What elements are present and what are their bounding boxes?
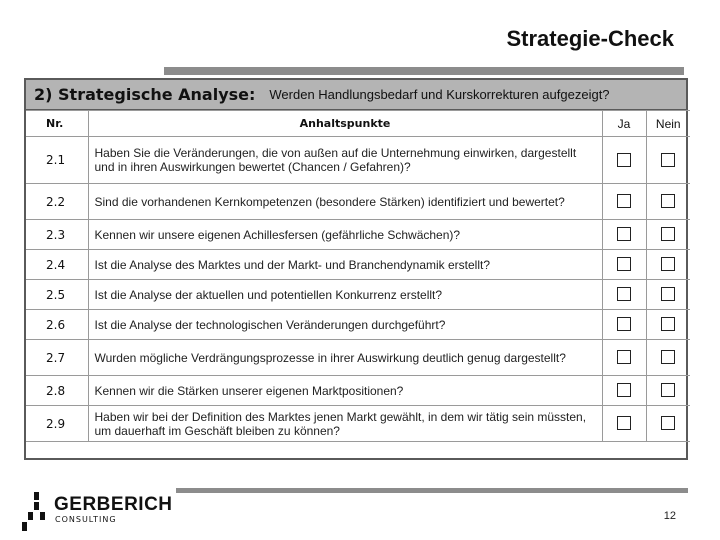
- table-row: [26, 250, 690, 280]
- nein-cell: [646, 184, 690, 220]
- nein-checkbox[interactable]: [661, 416, 675, 430]
- table-row: [26, 310, 690, 340]
- logo-name: GERBERICH: [54, 494, 173, 515]
- ja-checkbox[interactable]: [617, 350, 631, 364]
- table-row: [26, 220, 690, 250]
- ja-checkbox[interactable]: [617, 227, 631, 241]
- section-question: Werden Handlungsbedarf und Kurskorrekturen aufgezeigt?: [269, 87, 610, 102]
- table-row: [26, 137, 690, 184]
- table-row: [26, 280, 690, 310]
- ja-checkbox[interactable]: [617, 383, 631, 397]
- row-text: Ist die Analyse des Marktes und der Markt- und Branchendynamik erstellt?: [88, 250, 602, 280]
- footer-rule: [176, 488, 688, 493]
- ja-cell: [602, 220, 646, 250]
- row-text: Kennen wir unsere eigenen Achillesfersen (gefährliche Schwächen)?: [88, 220, 602, 250]
- nein-cell: [646, 220, 690, 250]
- ja-checkbox[interactable]: [617, 153, 631, 167]
- nein-checkbox[interactable]: [661, 194, 675, 208]
- ja-checkbox[interactable]: [617, 317, 631, 331]
- nein-cell: [646, 310, 690, 340]
- ja-cell: [602, 310, 646, 340]
- nein-checkbox[interactable]: [661, 287, 675, 301]
- row-text: Haben wir bei der Definition des Marktes jenen Markt gewählt, in dem wir tätig sein müssten, um dauerhaft im Geschäft bleiben zu können?: [88, 406, 602, 442]
- nein-cell: [646, 250, 690, 280]
- table-row: [26, 340, 690, 376]
- ja-cell: [602, 406, 646, 442]
- ja-checkbox[interactable]: [617, 257, 631, 271]
- nein-cell: [646, 340, 690, 376]
- row-text: Ist die Analyse der aktuellen und potentiellen Konkurrenz erstellt?: [88, 280, 602, 310]
- ja-cell: [602, 376, 646, 406]
- nein-cell: [646, 137, 690, 184]
- table-row: [26, 406, 690, 442]
- nein-checkbox[interactable]: [661, 153, 675, 167]
- nein-checkbox[interactable]: [661, 350, 675, 364]
- row-text: Ist die Analyse der technologischen Veränderungen durchgeführt?: [88, 310, 602, 340]
- nein-cell: [646, 280, 690, 310]
- row-text: Wurden mögliche Verdrängungsprozesse in ihrer Auswirkung deutlich genug dargestellt?: [88, 340, 602, 376]
- row-number: 2.2: [26, 184, 88, 220]
- row-number: 2.4: [26, 250, 88, 280]
- nein-cell: [646, 376, 690, 406]
- ja-checkbox[interactable]: [617, 287, 631, 301]
- row-number: 2.9: [26, 406, 88, 442]
- row-number: 2.3: [26, 220, 88, 250]
- ja-cell: [602, 250, 646, 280]
- header-ja: Ja: [602, 111, 646, 137]
- nein-checkbox[interactable]: [661, 383, 675, 397]
- header-nr: Nr.: [26, 111, 88, 137]
- row-text: Haben Sie die Veränderungen, die von außen auf die Unternehmung einwirken, dargestellt und in ihren Auswirkungen bewertet (Chancen / Gefahren)?: [88, 137, 602, 184]
- ja-cell: [602, 184, 646, 220]
- ja-checkbox[interactable]: [617, 416, 631, 430]
- logo-mark-icon: [22, 492, 50, 532]
- nein-checkbox[interactable]: [661, 317, 675, 331]
- logo-subtitle: CONSULTING: [55, 515, 117, 524]
- section-title: 2) Strategische Analyse:: [34, 85, 256, 104]
- title-rule: [164, 67, 684, 75]
- nein-checkbox[interactable]: [661, 227, 675, 241]
- company-logo: [22, 492, 182, 532]
- ja-checkbox[interactable]: [617, 194, 631, 208]
- page-title: Strategie-Check: [506, 26, 674, 51]
- header-anhaltspunkte: Anhaltspunkte: [88, 111, 602, 137]
- criteria-table: [26, 110, 690, 442]
- table-row: [26, 184, 690, 220]
- nein-cell: [646, 406, 690, 442]
- nein-checkbox[interactable]: [661, 257, 675, 271]
- row-number: 2.6: [26, 310, 88, 340]
- page-number: 12: [663, 510, 676, 522]
- ja-cell: [602, 280, 646, 310]
- table-row: [26, 376, 690, 406]
- row-text: Kennen wir die Stärken unserer eigenen Marktpositionen?: [88, 376, 602, 406]
- table-header-row: [26, 111, 690, 137]
- row-number: 2.8: [26, 376, 88, 406]
- checklist-table: [24, 78, 688, 460]
- ja-cell: [602, 137, 646, 184]
- row-number: 2.1: [26, 137, 88, 184]
- row-text: Sind die vorhandenen Kernkompetenzen (besondere Stärken) identifiziert und bewertet?: [88, 184, 602, 220]
- ja-cell: [602, 340, 646, 376]
- section-header: [26, 80, 686, 110]
- header-nein: Nein: [646, 111, 690, 137]
- row-number: 2.5: [26, 280, 88, 310]
- row-number: 2.7: [26, 340, 88, 376]
